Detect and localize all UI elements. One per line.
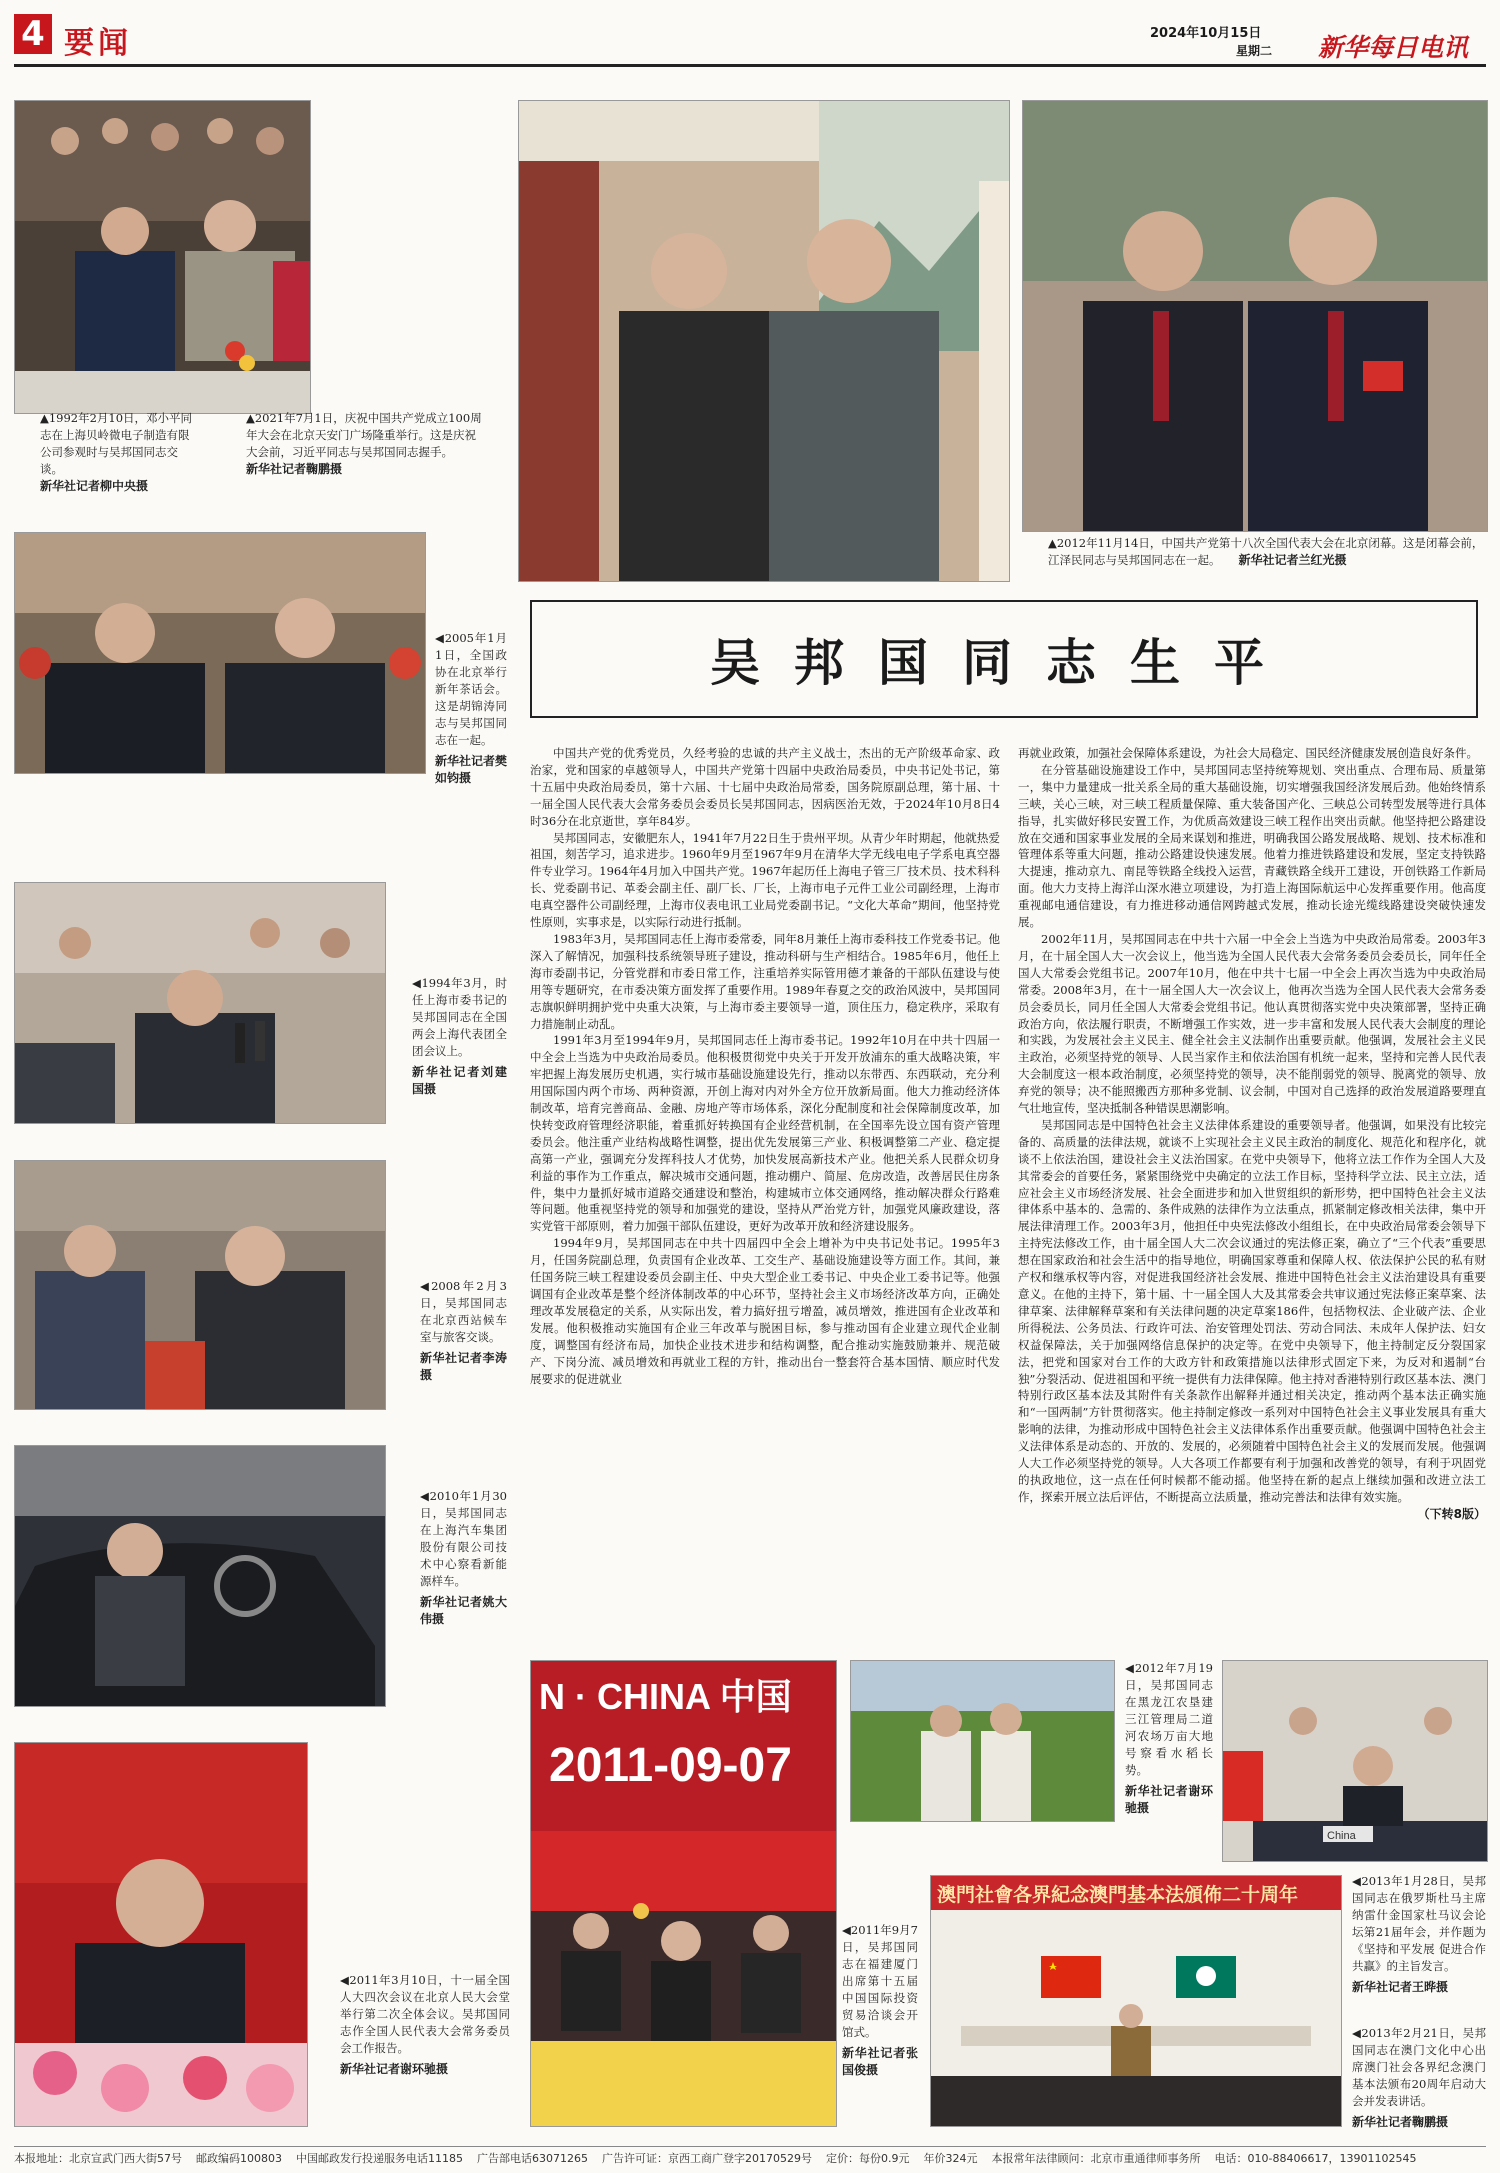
- caption-2011-npc: ◀2011年3月10日，十一届全国人大四次会议在北京人民大会堂举行第二次全体会议。吴邦国同志作全国人民代表大会常务委员会工作报告。 新华社记者谢环驰摄: [340, 1973, 510, 2076]
- footer-item: 本报常年法律顾问：北京市重通律师事务所: [991, 2152, 1201, 2165]
- caption-2013-forum: ◀2013年1月28日，吴邦国同志在俄罗斯杜马主席纳雷什金国家杜马议会论坛第21届年会，并作题为《坚持和平发展 促进合作共赢》的主旨发言。 新华社记者王晔摄: [1352, 1874, 1486, 1994]
- footer-item: 广告许可证：京西工商广登字20170529号: [602, 2152, 812, 2165]
- photo-1994-npc: [14, 882, 386, 1124]
- masthead-logo: 新华每日电讯: [1318, 33, 1469, 62]
- caption-1992: ▲1992年2月10日，邓小平同志在上海贝岭微电子制造有限公司参观时与吴邦国同志交谈。 新华社记者柳中央摄: [40, 411, 193, 493]
- photo-2012-jiang: [1022, 100, 1488, 532]
- body-paragraph: 再就业政策，加强社会保障体系建设，为社会大局稳定、国民经济健康发展创造良好条件。: [1018, 746, 1478, 760]
- photo-2011-xiamen: [530, 1660, 837, 2127]
- body-paragraph: 吴邦国同志，安徽肥东人，1941年7月22日生于贵州平坝。从青少年时期起，他就热爱祖国，刻苦学习，追求进步。1960年9月至1967年9月在清华大学无线电电子学系电真空器件专业学习。1964年4月加入中国共产党。1967年起历任上海电子管三厂技术员、技术科科长、党委副书记、革委会副主任、副厂长、厂长，上海市电子元件工业公司副经理，上海市电真空器件公司副经理，上海市仪表电讯工业局党委副书记。“文化大革命”期间，他坚持党性原则，实事求是，以实际行动进行抵制。: [530, 830, 1000, 930]
- caption-2008: ◀2008年2月3日，吴邦国同志在北京西站候车室与旅客交谈。 新华社记者李涛摄: [420, 1279, 507, 1382]
- caption-1994: ◀1994年3月，时任上海市委书记的吴邦国同志在全国两会上海代表团全团会议上。 新华社记者刘建国摄: [412, 976, 507, 1096]
- caption-2005: ◀2005年1月1日，全国政协在北京举行新年茶话会。这是胡锦涛同志与吴邦国同志在一起。 新华社记者樊如钧摄: [435, 631, 508, 785]
- body-column-2: [1018, 745, 1486, 1523]
- body-paragraph: 1991年3月至1994年9月，吴邦国同志任上海市委书记。1992年10月在中共十四届一中全会上当选为中央政治局委员。他积极贯彻党中央关于开发开放浦东的重大战略决策，牢牢把握上海发展历史机遇，实行城市基础设施建设先行，推动以东带西、东西联动，充分利用国际国内两个市场、两种资源，开创上海对内对外全方位开放新局面。他大力推动经济体制改革，培育完善商品、金融、房地产等市场体系，深化分配制度和社会保障制度改革，加快转变政府管理经济职能，着重抓好转换国有企业经营机制，在全国率先设立国有资产管理委员会。他注重产业结构战略性调整，提出优先发展第三产业、积极调整第二产业、稳定提高第一产业，强调充分发挥科技人才优势，加快发展高新技术产业。他把关系人民群众切身利益的事作为工作重点，解决城市交通问题，推动棚户、简屋、危房改造，改善居民住房条件，集中力量抓好城市道路交通建设和整治，构建城市立体交通网络，推动解决群众行路难等问题。他重视坚持党的领导和加强党的建设，坚持从严治党方针，加强党风廉政建设，落实党管干部原则，着力加强干部队伍建设，更好为改革开放和经济建设服务。: [530, 1033, 1000, 1234]
- footer-item: 年价324元: [923, 2152, 978, 2165]
- caption-2013-macau: ◀2013年2月21日，吴邦国同志在澳门文化中心出席澳门社会各界纪念澳门基本法颁布20周年启动大会并发表讲话。 新华社记者鞠鹏摄: [1352, 2026, 1486, 2129]
- caption-2012-jiang: ▲2012年11月14日，中国共产党第十八次全国代表大会在北京闭幕。这是闭幕会前，江泽民同志与吴邦国同志在一起。 新华社记者兰红光摄: [1048, 536, 1484, 567]
- photo-2010-car: [14, 1445, 386, 1707]
- issue-weekday: 星期二: [1236, 44, 1273, 58]
- date-banner-text: 2011-09-07: [549, 1739, 792, 1792]
- macau-banner-text: 澳門社會各界紀念澳門基本法頒佈二十周年: [937, 1884, 1299, 1906]
- china-banner-text: N · CHINA 中国: [539, 1676, 792, 1717]
- footer-item: 邮政编码100803: [196, 2152, 282, 2165]
- photo-2013-macau: [930, 1875, 1342, 2127]
- body-paragraph: 1983年3月，吴邦国同志任上海市委常委，同年8月兼任上海市委科技工作党委书记。他深入了解情况，加强科技系统领导班子建设，推动科研与生产相结合。1985年6月，他任上海市委副书记，分管党群和市委日常工作，注重培养实际管用德才兼备的干部队伍建设与使用等专题研究，在市委决策方面发挥了重要作用。1989年春夏之交的政治风波中，吴邦国同志旗帜鲜明拥护党中央重大决策，与上海市委主要领导一道，顶住压力，稳定秩序，采取有力措施制止动乱。: [530, 931, 1000, 1031]
- nameplate-text: China: [1327, 1830, 1356, 1842]
- footer-info: [14, 2146, 1486, 2169]
- caption-2012-farm: ◀2012年7月19日，吴邦国同志在黑龙江农垦建三江管理局二道河农场万亩大地号察看水稻长势。 新华社记者谢环驰摄: [1125, 1661, 1213, 1815]
- footer-item: 定价：每份0.9元: [826, 2152, 910, 2165]
- body-paragraph: 1994年9月，吴邦国同志在中共十四届四中全会上增补为中央书记处书记。1995年3月，任国务院副总理，负责国有企业改革、工交生产、基础设施建设等方面工作。其间，兼任国务院三峡工程建设委员会副主任、中央大型企业工委书记、中央企业工委书记等。他强调国有企业改革是整个经济体制改革的中心环节，坚持社会主义市场经济改革方向，正确处理改革发展稳定的关系，从实际出发，着力搞好扭亏增盈，减员增效，推进国有企业改革和发展。他积极推动实施国有企业三年改革与脱困目标，参与推动国有企业建立现代企业制度，调整国有经济布局，加快企业技术进步和结构调整，配合推动实施鼓励兼并、规范破产、下岗分流、减员增效和再就业工程的方针，推动出台一整套符合基本国情、顺应时代发展要求的促进就业: [530, 1236, 1000, 1386]
- body-paragraph: 吴邦国同志是中国特色社会主义法律体系建设的重要领导者。他强调，如果没有比较完备的、高质量的法律法规，就谈不上实现社会主义民主政治的制度化、规范化和程序化，就谈不上依法治国，建设社会主义法治国家。在党中央领导下，他将立法工作作为全国人大及其常委会的首要任务，紧紧围绕党中央确定的立法工作目标，坚持科学立法、民主立法，适应社会主义市场经济发展、社会全面进步和加入世贸组织的新形势，把中国特色社会主义法律体系中基本的、急需的、条件成熟的法律作为立法重点，抓紧制定修改相关法律，集中开展法律清理工作。2003年3月，他担任中央宪法修改小组组长，在中央政治局常委会领导下主持宪法修改工作，由十届全国人大二次会议通过的宪法修正案，确立了“三个代表”重要思想在国家政治和社会生活中的指导地位，明确国家尊重和保障人权、依法保护公民的私有财产权和继承权等内容，对促进我国经济社会发展、推进中国特色社会主义法治建设具有重要意义。在他的主持下，第十届、十一届全国人大及其常委会共审议通过宪法修正案草案、法律草案、法律解释草案和有关法律问题的决定草案186件，包括物权法、企业破产法、企业所得税法、公务员法、行政许可法、治安管理处罚法、劳动合同法、未成年人保护法、妇女权益保障法，关于加强网络信息保护的决定等。在党中央领导下，他主持制定反分裂国家法，把党和国家对台工作的大政方针和政策措施以法律形式固定下来，为反对和遏制“台独”分裂活动、促进祖国和平统一提供有力法律保障。他主持对香港特别行政区基本法、澳门特别行政区基本法及其附件有关条款作出解释并通过相关决定，推动两个基本法正确实施和“一国两制”方针贯彻落实。他主持制定修改一系列对中国特色社会主义事业发展具有重大影响的法律，为推动形成中国特色社会主义法律体系作出重要贡献。他强调中国特色社会主义法律体系是动态的、开放的、发展的，必须随着中国特色社会主义的发展而发展。他强调人大工作必须坚持党的领导。人大各项工作都要有利于加强和改善党的领导，有利于巩固党的执政地位，这一点在任何时候都不能动摇。他坚持在新的起点上继续加强和改进立法工作，探索开展立法后评估，不断提高立法质量，推动完善法和法律有效实施。: [1018, 1117, 1486, 1504]
- article-title: 吴邦国同志生平: [710, 633, 1298, 692]
- caption-2010: ◀2010年1月30日，吴邦国同志在上海汽车集团股份有限公司技术中心察看新能源样车。 新华社记者姚大伟摄: [420, 1489, 507, 1626]
- body-paragraph: 中国共产党的优秀党员，久经考验的忠诚的共产主义战士，杰出的无产阶级革命家、政治家，党和国家的卓越领导人，中国共产党第十四届中央政治局委员，中央书记处书记，第十五届中央政治局委员，第十六届、十七届中央政治局常委，国务院原副总理，第十届、十一届全国人民代表大会常务委员会委员长吴邦国同志，因病医治无效，于2024年10月8日4时36分在北京逝世，享年84岁。: [530, 746, 1000, 828]
- section-title: 要闻: [64, 26, 132, 61]
- photo-2013-forum: [1222, 1660, 1488, 1862]
- body-paragraph: 在分管基础设施建设工作中，吴邦国同志坚持统筹规划、突出重点、合理布局、质量第一，集中力量建成一批关系全局的重大基础设施，切实增强我国经济发展后劲。他始终情系三峡，关心三峡，对三峡工程质量保障、重大装备国产化、三峡总公司转型发展等进行具体指导，扎实做好移民安置工作，为优质高效建设三峡工程作出突出贡献。他坚持把公路建设放在交通和国家事业发展的全局来谋划和推进，明确我国公路发展战略、规划、技术标准和管理体系等重大问题，推动公路建设快速发展。他着力推进铁路建设和发展，坚定支持铁路大提速，推动京九、南昆等铁路全线投入运营，青藏铁路全线开工建设，开创铁路工作新局面。他大力支持上海洋山深水港立项建设，为打造上海国际航运中心发挥重要作用。他高度重视邮电通信建设，有力推进移动通信网跨越式发展，推动长途光缆线路建设突破快速发展。: [1018, 762, 1486, 930]
- footer-item: 电话：010-88406617，13901102545: [1214, 2152, 1417, 2165]
- header-rule: [14, 64, 1486, 67]
- photo-2012-farm: [850, 1660, 1115, 1822]
- body-column-1: [530, 745, 1000, 1387]
- footer-item: 中国邮政发行投递服务电话11185: [296, 2152, 463, 2165]
- page-number-badge: 4: [14, 14, 52, 54]
- body-paragraph: 2002年11月，吴邦国同志在中共十六届一中全会上当选为中央政治局常委。2003年3月，在十届全国人大一次会议上，他当选为全国人民代表大会常务委员会委员长，同年任全国人大常委会党组书记。2007年10月，他在中共十七届一中全会上再次当选为中央政治局常委。2008年3月，在十一届全国人大一次会议上，他再次当选为全国人民代表大会常务委员会委员长，同月任全国人大常委会党组书记。他认真贯彻落实党中央决策部署，坚持正确政治方向，依法履行职责，不断增强工作实效，进一步丰富和发展人民代表大会制度的理论和实践，为发展社会主义民主、健全社会主义法制作出重要贡献。他强调，发展社会主义民主政治，必须坚持党的领导、人民当家作主和依法治国有机统一起来，坚持和完善人民代表大会制度这一根本政治制度，必须坚持党的领导，决不能削弱党的领导、脱离党的领导、放弃党的领导；决不能照搬西方那种多党制、议会制，中国对自己选择的政治发展道路要理直气壮地宣传，坚决抵制各种错误思潮影响。: [1018, 931, 1486, 1116]
- photo-1992-deng: [14, 100, 311, 414]
- photo-2011-npc-report: [14, 1742, 308, 2127]
- issue-date: 2024年10月15日: [1150, 26, 1262, 41]
- footer-item: 本报地址：北京宣武门西大街57号: [14, 2152, 182, 2165]
- caption-2021: ▲2021年7月1日，庆祝中国共产党成立100周年大会在北京天安门广场隆重举行。这是庆祝大会前，习近平同志与吴邦国同志握手。 新华社记者鞠鹏摄: [246, 411, 482, 476]
- continued-note: （下转8版）: [1417, 1506, 1486, 1521]
- article-title-box: [530, 600, 1478, 718]
- footer-item: 广告部电话63071265: [477, 2152, 588, 2165]
- photo-2008-station: [14, 1160, 386, 1410]
- photo-2021-handshake: [518, 100, 1010, 582]
- caption-2011-xiamen: ◀2011年9月7日，吴邦国同志在福建厦门出席第十五届中国国际投资贸易洽谈会开馆式。 新华社记者张国俊摄: [842, 1923, 918, 2077]
- photo-2005-hu: [14, 532, 426, 774]
